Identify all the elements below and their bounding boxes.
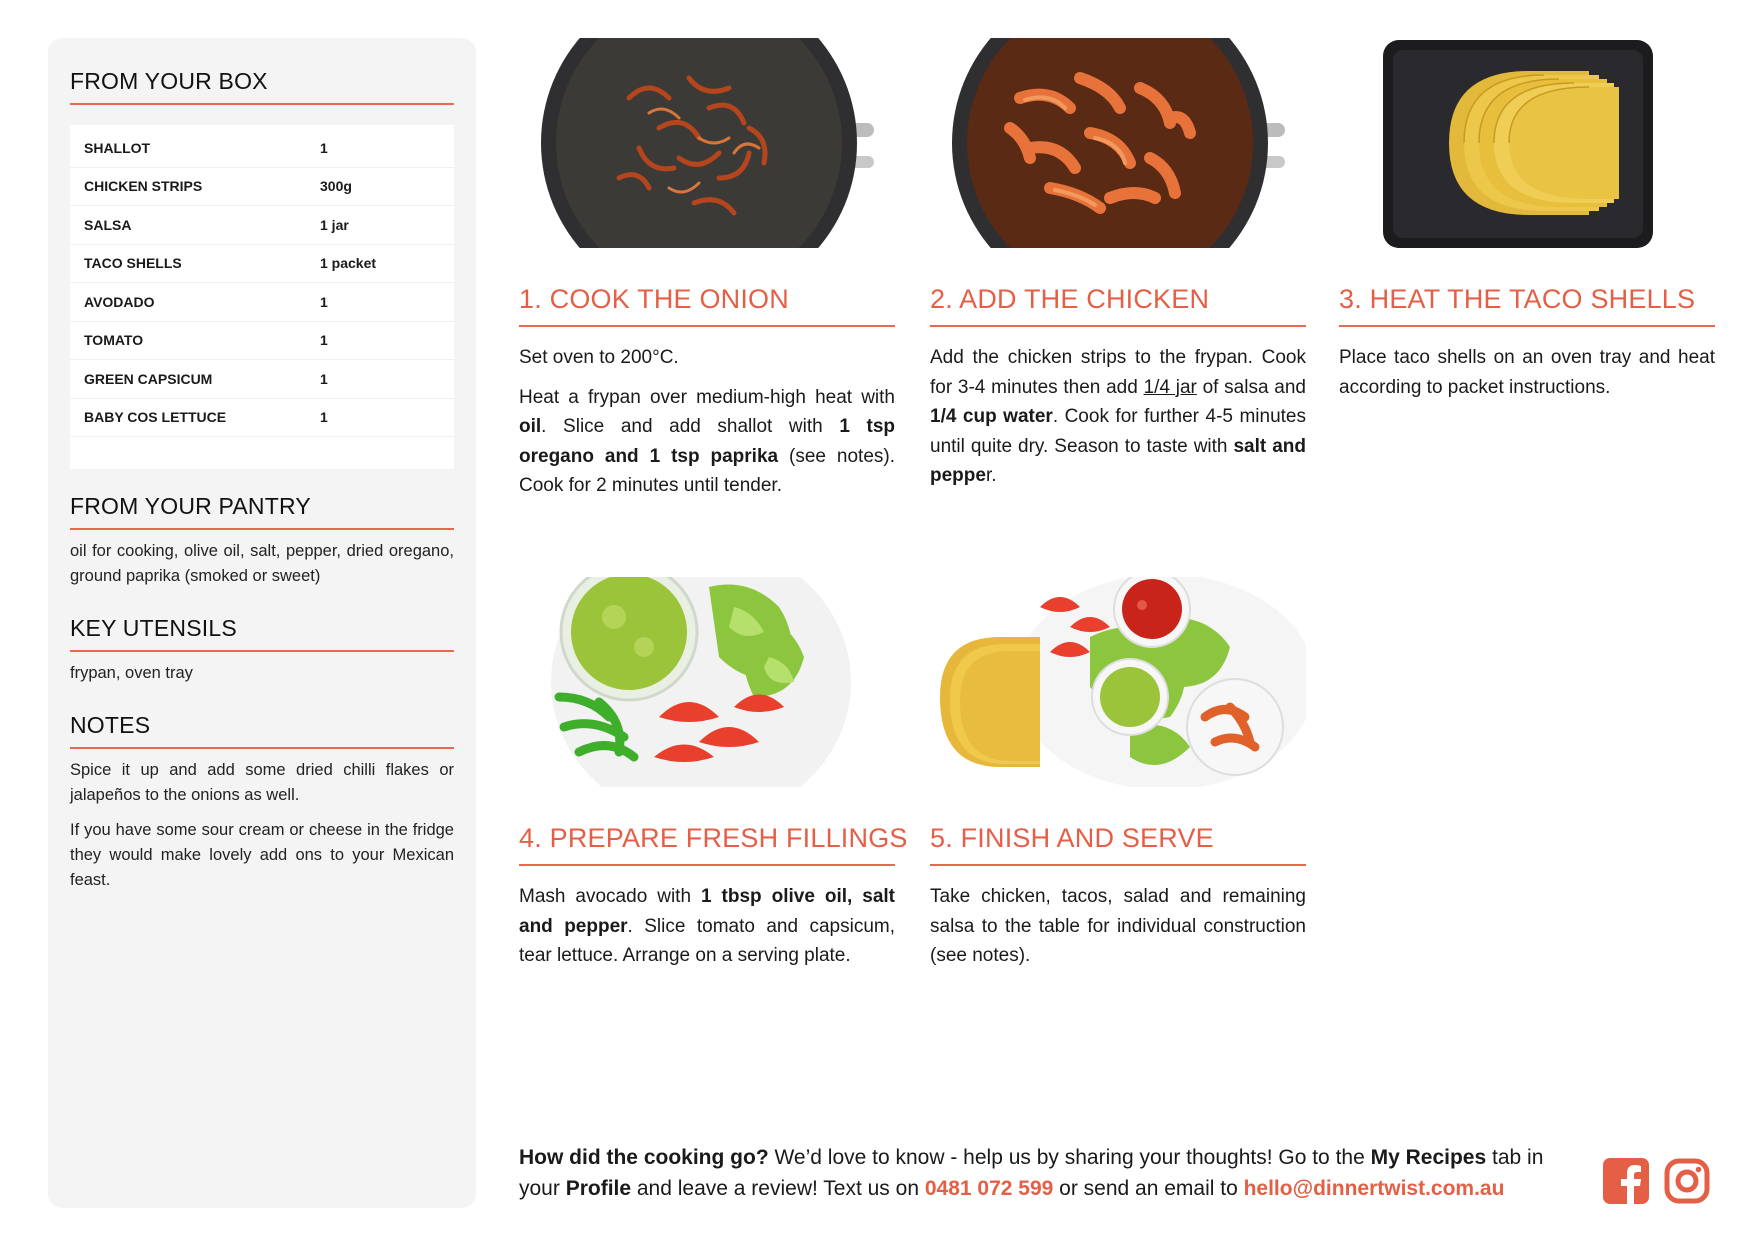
ingredient-qty: 300g: [320, 178, 352, 195]
pantry-text: oil for cooking, olive oil, salt, pepper, dried oregano, ground paprika (smoked or sweet): [70, 542, 454, 585]
pantry-section: [70, 493, 454, 589]
ingredient-qty: 1 packet: [320, 255, 377, 272]
ingredient-qty: 1: [320, 139, 328, 156]
step-2-photo: [930, 38, 1306, 248]
step-2-title: 2. ADD THE CHICKEN: [930, 284, 1306, 327]
instagram-icon[interactable]: [1664, 1158, 1710, 1204]
step-1-text-2: Heat a frypan over medium-high heat with oil. Slice and add shallot with 1 tsp oregano and 1 tsp paprika (see notes). Cook for 2 minutes until tender.: [519, 386, 895, 496]
phone-link[interactable]: 0481 072 599: [924, 1177, 1054, 1200]
step-5-photo: [930, 577, 1306, 787]
step-4-text: Mash avocado with 1 tbsp olive oil, salt and pepper. Slice tomato and capsicum, tear lettuce. Arrange on a serving plate.: [519, 886, 895, 966]
step-4-title: 4. PREPARE FRESH FILLINGS: [519, 823, 895, 866]
notes-text-1: Spice it up and add some dried chilli flakes or jalapeños to the onions as well.: [70, 761, 454, 804]
ingredient-qty: 1: [320, 332, 328, 349]
notes-section: [70, 712, 454, 893]
facebook-icon[interactable]: [1603, 1158, 1649, 1204]
step-1: [519, 38, 895, 501]
step-4-photo: [519, 577, 895, 787]
feedback-footer: How did the cooking go? We’d love to know - help us by sharing your thoughts! Go to the My Recipes tab in your Profile and leave a review! Text us on 0481 072 599 or send an email to hello@dinnertwist.com.au: [519, 1146, 1544, 1200]
ingredient-row: [70, 283, 454, 322]
ingredient-qty: 1 jar: [320, 216, 349, 233]
step-3-photo: [1339, 38, 1715, 248]
ingredient-name: SHALLOT: [84, 139, 151, 156]
utensils-text: frypan, oven tray: [70, 664, 193, 682]
pantry-heading: FROM YOUR PANTRY: [70, 493, 454, 530]
ingredient-row: [70, 322, 454, 361]
email-link[interactable]: hello@dinnertwist.com.au: [1243, 1177, 1505, 1200]
ingredients-table: [70, 125, 454, 469]
ingredient-name: GREEN CAPSICUM: [84, 370, 213, 387]
step-3-text: Place taco shells on an oven tray and heat according to packet instructions.: [1339, 347, 1715, 398]
ingredient-name: TOMATO: [84, 332, 144, 349]
ingredient-row: [70, 168, 454, 207]
ingredient-row: [70, 360, 454, 399]
step-2-text: Add the chicken strips to the frypan. Cook for 3-4 minutes then add 1/4 jar of salsa and 1/4 cup water. Cook for further 4-5 minutes until quite dry. Season to taste with salt and pepper.: [930, 347, 1306, 486]
step-5: [930, 577, 1306, 971]
ingredient-name: BABY COS LETTUCE: [84, 409, 227, 426]
step-2: [930, 38, 1306, 491]
ingredient-qty: 1: [320, 409, 328, 426]
ingredient-name: CHICKEN STRIPS: [84, 178, 203, 195]
utensils-section: [70, 615, 454, 686]
step-5-title: 5. FINISH AND SERVE: [930, 823, 1306, 866]
step-4: [519, 577, 908, 971]
notes-heading: NOTES: [70, 712, 454, 749]
step-3: [1339, 38, 1715, 402]
ingredient-qty: 1: [320, 293, 328, 310]
utensils-heading: KEY UTENSILS: [70, 615, 454, 652]
ingredient-name: TACO SHELLS: [84, 255, 182, 272]
step-1-text-1: Set oven to 200°C.: [519, 347, 679, 368]
ingredients-sidebar: [48, 38, 476, 1208]
from-your-box-heading: FROM YOUR BOX: [70, 68, 454, 105]
step-3-title: 3. HEAT THE TACO SHELLS: [1339, 284, 1715, 327]
step-1-photo: [519, 38, 895, 248]
step-5-text: Take chicken, tacos, salad and remaining salsa to the table for individual construction (see notes).: [930, 886, 1306, 966]
ingredient-row: [70, 129, 454, 168]
ingredient-row: [70, 245, 454, 284]
ingredient-row: [70, 206, 454, 245]
notes-text-2: If you have some sour cream or cheese in the fridge they would make lovely add ons to your Mexican feast.: [70, 821, 454, 889]
ingredient-row: [70, 399, 454, 438]
ingredient-qty: 1: [320, 370, 328, 387]
ingredient-name: SALSA: [84, 216, 132, 233]
ingredient-name: AVODADO: [84, 293, 155, 310]
step-1-title: 1. COOK THE ONION: [519, 284, 895, 327]
